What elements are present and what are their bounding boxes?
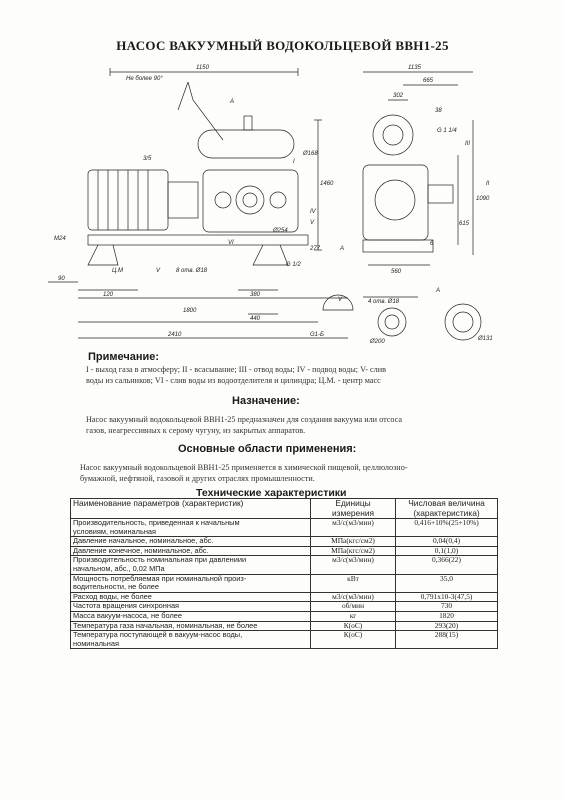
note-line-1: I - выход газа в атмосферу; II - всасывание; III - отвод воды; IV - подвод воды; V- слив — [86, 365, 386, 374]
label-i: I — [293, 159, 295, 165]
label-a1: A — [230, 99, 235, 105]
param-name-line-2: условиям, номинальная — [73, 526, 157, 536]
param-name — [71, 556, 311, 574]
param-name-line-1: Масса вакуум-насоса, не более — [73, 610, 182, 620]
table-row — [71, 537, 498, 547]
param-value: 0,416+10%(25+10%) — [396, 519, 498, 537]
table-row — [71, 611, 498, 621]
side-tank — [373, 115, 413, 155]
side-pump-body — [363, 165, 428, 240]
param-name — [71, 602, 311, 612]
label-1090: 1090 — [476, 196, 490, 202]
label-iii: III — [465, 141, 471, 147]
param-value: 730 — [396, 602, 498, 612]
label-holes: 8 отв. Ø18 — [176, 268, 208, 274]
label-38: 38 — [435, 108, 442, 114]
purpose-heading: Назначение: — [232, 395, 300, 407]
param-name-line-2: начальном, абс., 0,02 МПа — [73, 563, 165, 573]
param-name-line-2: водительности, не более — [73, 582, 160, 592]
param-unit: м3/с(м3/мин) — [311, 519, 396, 537]
drawing-svg — [18, 60, 548, 345]
label-ii: II — [486, 181, 490, 187]
label-d254: Ø254 — [273, 228, 288, 234]
label-1150: 1150 — [196, 65, 209, 71]
label-a3: A — [436, 288, 441, 294]
param-unit: м3/с(м3/мин) — [311, 592, 396, 602]
label-angle: Не более 90° — [126, 76, 163, 82]
label-d200: Ø200 — [370, 339, 385, 345]
page-title: НАСОС ВАКУУМНЫЙ ВОДОКОЛЬЦЕВОЙ ВВН1-25 — [116, 38, 449, 53]
label-v2: V — [156, 268, 161, 274]
coupling — [168, 182, 198, 218]
application-heading: Основные области применения: — [178, 443, 357, 455]
label-560: 560 — [391, 269, 402, 275]
param-value: 35,0 — [396, 574, 498, 592]
param-unit: МПа(кгс/см2) — [311, 537, 396, 547]
label-90: 90 — [58, 276, 65, 282]
param-unit: К(оС) — [311, 621, 396, 631]
label-315: 3/5 — [143, 156, 152, 162]
col-parameter: Наименование параметров (характеристик) — [71, 499, 311, 519]
param-unit: кг — [311, 611, 396, 621]
table-row — [71, 556, 498, 574]
label-cm: Ц.М — [112, 268, 124, 274]
label-m24: M24 — [54, 236, 66, 242]
label-g12: G 1/2 — [286, 262, 301, 268]
application-line-2: бумажной, нефтяной, газовой и других отраслях промышленности. — [80, 474, 315, 483]
label-g114: G 1 1/4 — [437, 128, 457, 134]
param-unit: м3/с(м3/мин) — [311, 556, 396, 574]
param-unit: кВт — [311, 574, 396, 592]
param-name-line-1: Частота вращения синхронная — [73, 601, 180, 611]
specs-heading: Технические характеристики — [196, 487, 347, 499]
col-value-line-2: (характеристика) — [413, 507, 480, 518]
label-holes4: 4 отв. Ø18 — [368, 299, 400, 305]
label-615: 615 — [459, 221, 470, 227]
param-name-line-1: Давление начальное, номинальное, абс. — [73, 536, 214, 546]
param-unit: К(оС) — [311, 631, 396, 649]
label-120: 120 — [103, 292, 114, 298]
param-name — [71, 631, 311, 649]
side-inlet — [428, 185, 453, 203]
col-value-line-1: Числовая величина — [408, 498, 485, 508]
note-line-2: воды из сальников; VI - слив воды из водоотделителя и цилиндра; Ц.М. - центр масс — [86, 376, 381, 385]
pump-body — [203, 170, 298, 232]
col-unit-line-1: Единицы — [335, 498, 371, 508]
param-name-line-1: Расход воды, не более — [73, 591, 152, 601]
param-name-line-1: Температура поступающей в вакуум-насос воды, — [73, 630, 243, 640]
flange-detail-1 — [378, 308, 406, 336]
param-name — [71, 574, 311, 592]
label-440: 440 — [250, 316, 261, 322]
label-2410: 2410 — [168, 332, 182, 338]
tank-nozzle — [244, 116, 252, 130]
purpose-line-1: Насос вакуумный водокольцевой ВВН1-25 предназначен для создания вакуума или отсоса — [86, 415, 403, 424]
application-text — [80, 462, 408, 484]
technical-drawing — [18, 60, 548, 345]
param-unit: МПа(кгс/см2) — [311, 546, 396, 556]
specs-header-row — [71, 499, 498, 519]
param-value: 288(15) — [396, 631, 498, 649]
param-unit: об/мин — [311, 602, 396, 612]
note-text — [86, 364, 386, 386]
param-name-line-2: номинальная — [73, 638, 119, 648]
application-line-1: Насос вакуумный водокольцевой ВВН1-25 применяется в химической пищевой, целлюлозно- — [80, 463, 408, 472]
table-row — [71, 519, 498, 537]
purpose-text — [86, 414, 402, 436]
label-v: V — [310, 220, 315, 226]
param-name-line-1: Температура газа начальная, номинальная, не более — [73, 620, 258, 630]
label-d131: Ø131 — [478, 336, 493, 342]
param-name — [71, 537, 311, 547]
label-vi: VI — [228, 240, 234, 246]
param-value: 1820 — [396, 611, 498, 621]
label-6: 6 — [430, 241, 434, 247]
label-277: 277 — [310, 246, 321, 252]
purpose-line-2: газов, неагрессивных к серому чугуну, из закрытых аппаратов. — [86, 426, 306, 435]
param-value: 293(20) — [396, 621, 498, 631]
specs-body — [71, 519, 498, 649]
pump-flange — [236, 186, 264, 214]
table-row — [71, 574, 498, 592]
param-name-line-1: Давление конечное, номинальное, абс. — [73, 545, 209, 555]
label-v3: V — [338, 297, 343, 303]
table-row — [71, 631, 498, 649]
label-1800: 1800 — [183, 308, 197, 314]
base-frame — [88, 235, 308, 245]
flange-detail-2 — [445, 304, 481, 340]
param-value: 0,366(22) — [396, 556, 498, 574]
label-380: 380 — [250, 292, 261, 298]
table-row — [71, 602, 498, 612]
label-g1b: G1-Б — [310, 332, 324, 338]
label-d168: Ø168 — [303, 151, 318, 157]
param-value: 0,791х10-3(47,5) — [396, 592, 498, 602]
label-a2: A — [340, 246, 345, 252]
label-iv: IV — [310, 209, 316, 215]
label-1135: 1135 — [408, 65, 421, 71]
col-unit-line-2: измерения — [331, 507, 375, 518]
specs-table — [70, 498, 498, 649]
label-1460: 1460 — [320, 181, 334, 187]
lifting-chain-2 — [178, 82, 188, 110]
param-name-line-1: Производительность номинальная при давлениии — [73, 555, 247, 565]
param-value: 0,1(1,0) — [396, 546, 498, 556]
col-value — [396, 499, 498, 519]
water-separator-tank — [198, 130, 294, 158]
col-unit — [311, 499, 396, 519]
param-value: 0,04(0,4) — [396, 537, 498, 547]
param-name — [71, 519, 311, 537]
label-302: 302 — [393, 93, 404, 99]
param-name-line-1: Мощность потребляемая при номинальной произ- — [73, 573, 247, 583]
param-name — [71, 611, 311, 621]
param-name-line-1: Производительность, приведенная к начальным — [73, 518, 240, 527]
label-665: 665 — [423, 78, 434, 84]
note-heading: Примечание: — [88, 351, 160, 363]
